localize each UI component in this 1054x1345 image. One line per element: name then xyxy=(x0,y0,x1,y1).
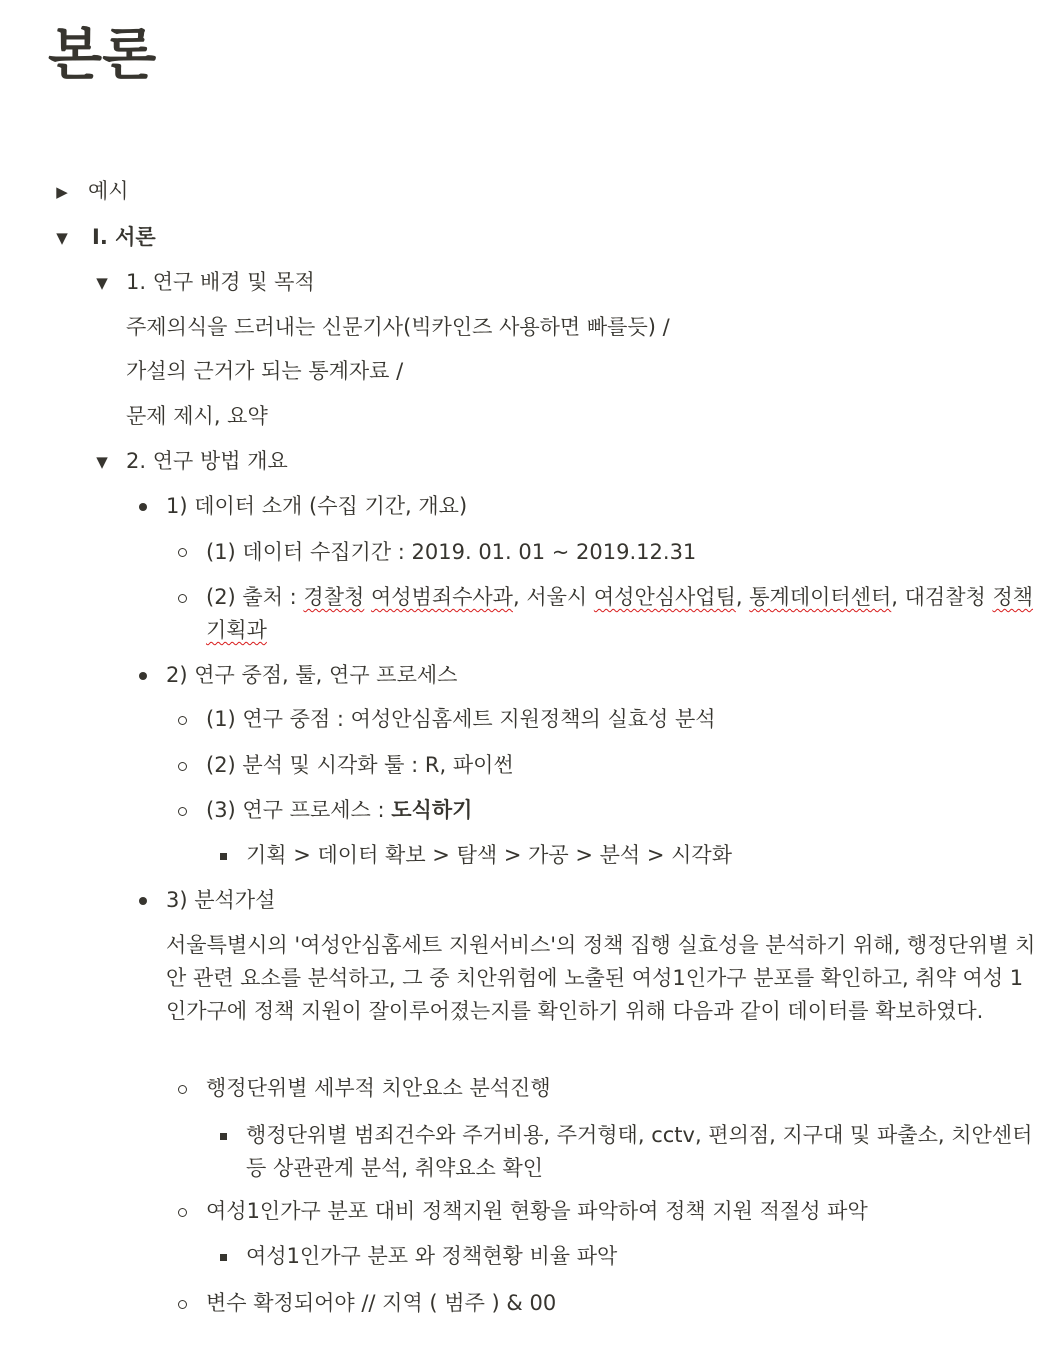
bullet-circle xyxy=(175,1297,189,1311)
bullet-square xyxy=(216,1250,230,1264)
bullet-square xyxy=(216,849,230,863)
bullet-disc xyxy=(136,500,150,514)
spellcheck-word: 여성범죄수사과 xyxy=(370,585,513,609)
toggle-collapsed-icon[interactable]: ▶ xyxy=(56,183,68,201)
list-item-variables: 변수 확정되어야 // 지역 ( 범주 ) & 00 xyxy=(206,1291,557,1315)
text-line: 가설의 근거가 되는 통계자료 / xyxy=(126,359,404,383)
spellcheck-word: 정책기획과 xyxy=(206,585,1034,642)
toggle-example-label[interactable]: 예시 xyxy=(88,179,129,203)
separator: , 서울시 xyxy=(512,585,594,609)
separator: , 대검찰청 xyxy=(891,585,993,609)
bullet-circle xyxy=(175,1205,189,1219)
separator xyxy=(364,585,371,609)
section-2-label[interactable]: 2. 연구 방법 개요 xyxy=(126,449,288,473)
process-prefix: (3) 연구 프로세스 : xyxy=(206,798,392,822)
bullet-circle xyxy=(175,591,189,605)
bullet-circle xyxy=(175,759,189,773)
list-item-focus-tools: 2) 연구 중점, 툴, 연구 프로세스 xyxy=(166,663,458,687)
text-line: 주제의식을 드러내는 신문기사(빅카인즈 사용하면 빠를듯) / xyxy=(126,315,670,339)
list-item-focus: (1) 연구 중점 : 여성안심홈세트 지원정책의 실효성 분석 xyxy=(206,707,716,731)
bullet-circle xyxy=(175,713,189,727)
bullet-square xyxy=(216,1129,230,1143)
toggle-expanded-icon[interactable]: ▼ xyxy=(96,274,108,292)
section-1-label[interactable]: 1. 연구 배경 및 목적 xyxy=(126,270,315,294)
toggle-intro-label[interactable]: Ⅰ. 서론 xyxy=(92,225,156,249)
bullet-circle xyxy=(175,1082,189,1096)
page-title: 본론 xyxy=(48,23,157,88)
source-prefix: (2) 출처 : xyxy=(206,585,304,609)
list-item-process xyxy=(206,794,472,827)
toggle-expanded-icon[interactable]: ▼ xyxy=(96,453,108,471)
list-item-period: (1) 데이터 수집기간 : 2019. 01. 01 ~ 2019.12.31 xyxy=(206,540,697,564)
bullet-circle xyxy=(175,804,189,818)
text-line: 문제 제시, 요약 xyxy=(126,404,268,428)
list-item-tools: (2) 분석 및 시각화 툴 : R, 파이썬 xyxy=(206,753,514,777)
list-item-analysis: 행정단위별 세부적 치안요소 분석진행 xyxy=(206,1076,551,1100)
bullet-circle xyxy=(175,545,189,559)
list-item-hypothesis: 3) 분석가설 xyxy=(166,888,276,912)
separator: , xyxy=(735,585,750,609)
list-item-distribution-detail: 여성1인가구 분포 와 정책현황 비율 파악 xyxy=(246,1244,618,1268)
spellcheck-word: 경찰청 xyxy=(303,585,365,609)
spellcheck-word: 통계데이터센터 xyxy=(749,585,892,609)
hypothesis-paragraph: 서울특별시의 '여성안심홈세트 지원서비스'의 정책 집행 실효성을 분석하기 위해, 행정단위별 치안 관련 요소를 분석하고, 그 중 치안위험에 노출된 여성1인가구 분포를 확인하고, 취약 여성 1인가구에 정책 지원이 잘이루어졌는지를 확인하기 위해 다음과 같이 데이터를 확보하였다. xyxy=(166,933,1036,1023)
bullet-disc xyxy=(136,669,150,683)
toggle-expanded-icon[interactable]: ▼ xyxy=(56,229,68,247)
spellcheck-word: 여성안심사업팀 xyxy=(593,585,736,609)
list-item-data-intro: 1) 데이터 소개 (수집 기간, 개요) xyxy=(166,494,468,518)
list-item-analysis-detail: 행정단위별 범죄건수와 주거비용, 주거형태, cctv, 편의점, 지구대 및 파출소, 치안센터 등 상관관계 분석, 취약요소 확인 xyxy=(246,1123,1033,1180)
list-item-source xyxy=(206,581,1036,647)
list-item-distribution: 여성1인가구 분포 대비 정책지원 현황을 파악하여 정책 지원 적절성 파악 xyxy=(206,1199,868,1223)
list-item-process-steps: 기획 > 데이터 확보 > 탐색 > 가공 > 분석 > 시각화 xyxy=(246,843,732,867)
bullet-disc xyxy=(136,894,150,908)
process-bold: 도식하기 xyxy=(391,798,473,822)
